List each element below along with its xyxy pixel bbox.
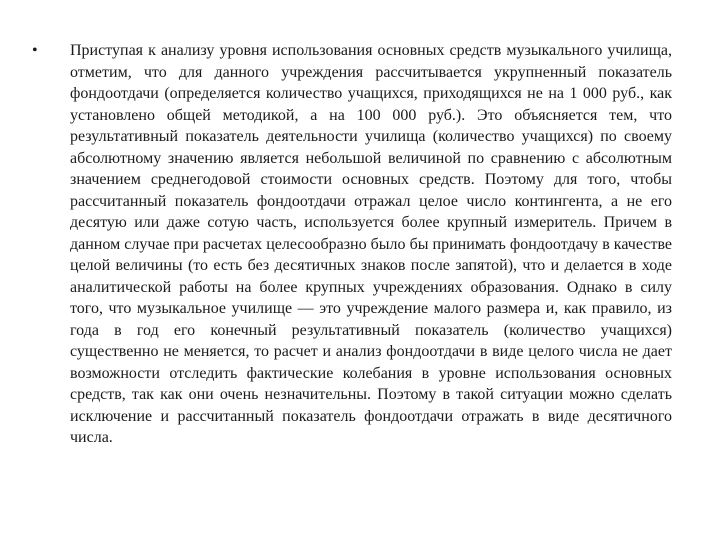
body-paragraph: Приступая к анализу уровня использования основных средств музыкального училища, отметим, что для данного учреждения рассчитывается укрупненный показатель фондоотдачи (определяется количество учащихся, приходящихся не на 1 000 руб., как установлено общей методикой, а на 100 000 руб.). Это объясняется тем, что результативный показатель деятельности училища (количество учащихся) по своему абсолютному значению является небольшой величиной по сравнению с абсолютным значением среднегодовой стоимости основных средств. Поэтому для того, чтобы рассчитанный показатель фондоотдачи отражал целое число контингента, а не его десятую или даже сотую часть, используется более крупный измеритель. Причем в данном случае при расчетах целесообразно было бы принимать фондоотдачу в качестве целой величины (то есть без десятичных знаков после запятой), что и делается в ходе аналитической работы на более крупных учреждениях образования. Однако в силу того, что музыкальное училище — это учреждение малого размера и, как правило, из года в год его конечный результативный показатель (количество учащихся) существенно не меняется, то расчет и анализ фондоотдачи в виде целого числа не дает возможности отследить фактические колебания в уровне использования основных средств, так как они очень незначительны. Поэтому в такой ситуации можно сделать исключение и рассчитанный показатель фондоотдачи отражать в виде десятичного числа.	[70, 42, 672, 446]
bullet-marker: •	[32, 42, 38, 59]
